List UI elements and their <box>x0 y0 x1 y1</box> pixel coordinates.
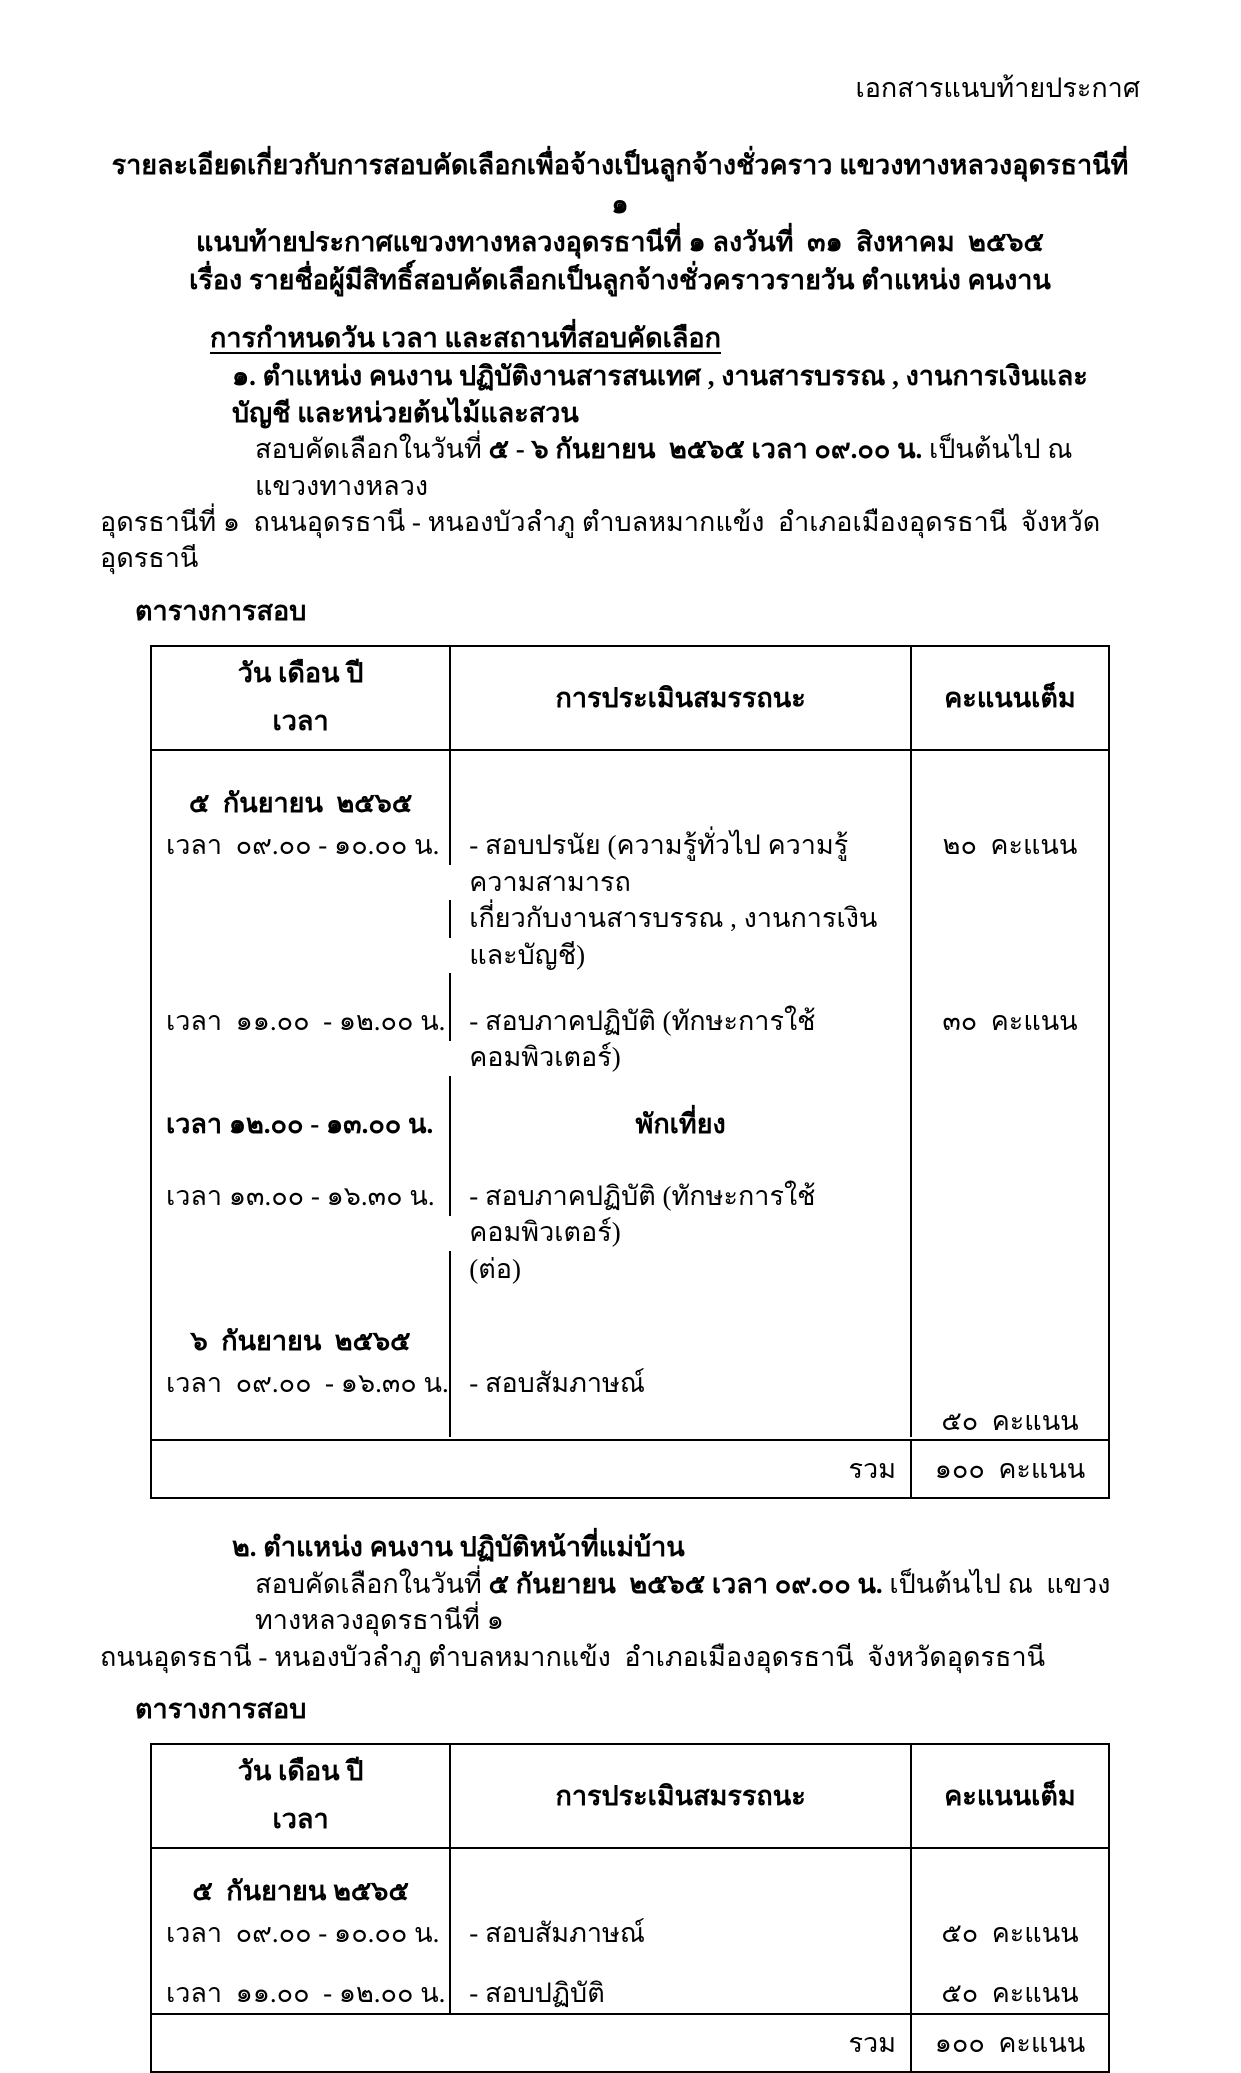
position2-detail-suffix: เป็นต้นไป ณ แขวงทางหลวงอุดรธานีที่ ๑ <box>255 1568 1111 1636</box>
cell-assessment <box>451 973 912 1003</box>
total-value: ๑๐๐ คะแนน <box>934 1453 1086 1484</box>
header-cell-maxscore: คะแนนเต็ม <box>944 683 1076 714</box>
table-row-lunch-break <box>152 1106 1108 1144</box>
cell-datetime: เวลา ๐๙.๐๐ - ๑๖.๓๐ น. <box>152 1365 451 1403</box>
cell-assessment <box>451 1873 912 1915</box>
table-row <box>152 1323 1108 1365</box>
cell-assessment: (ต่อ) <box>451 1251 912 1289</box>
cell-score <box>912 1289 1108 1323</box>
table1-header-row <box>152 647 1108 751</box>
cell-score <box>912 785 1108 827</box>
header-cell-assessment: การประเมินสมรรถนะ <box>451 647 912 749</box>
cell-assessment <box>451 785 912 827</box>
position1-heading: ๑. ตำแหน่ง คนงาน ปฏิบัติงานสารสนเทศ , งานสารบรรณ , งานการเงินและบัญชี และหน่วยต้นไม้และสวน <box>232 361 1088 428</box>
cell-datetime <box>152 1289 451 1323</box>
cell-score <box>912 1365 1108 1403</box>
cell-score: ๕๐ คะแนน <box>941 1978 1079 2009</box>
cell-datetime: เวลา ๑๓.๐๐ - ๑๖.๓๐ น. <box>152 1178 451 1216</box>
position2-detail-line1 <box>100 1566 1140 1639</box>
cell-assessment <box>451 1849 912 1873</box>
cell-datetime <box>152 1403 451 1437</box>
table2-body <box>152 1849 1108 2013</box>
header-datetime-line1: วัน เดือน ปี <box>237 1756 364 1787</box>
cell-assessment: - สอบสัมภาษณ์ <box>451 1365 912 1403</box>
exam-table-1 <box>150 645 1110 1499</box>
cell-assessment <box>451 1953 912 1975</box>
table-row <box>152 1873 1108 1915</box>
table-row <box>152 751 1108 785</box>
total-label: รวม <box>152 2015 912 2071</box>
cell-datetime <box>152 1849 451 1873</box>
cell-score <box>912 1106 1108 1144</box>
cell-score <box>912 900 1108 938</box>
cell-datetime <box>152 1953 451 1975</box>
cell-assessment <box>451 1076 912 1106</box>
position1-detail-prefix: สอบคัดเลือกในวันที่ <box>255 434 489 465</box>
cell-assessment: เกี่ยวกับงานสารบรรณ , งานการเงินและบัญชี) <box>451 900 912 973</box>
cell-score: ๓๐ คะแนน <box>942 1006 1078 1036</box>
title-line-2: แนบท้ายประกาศแขวงทางหลวงอุดรธานีที่ ๑ ลงวันที่ ๓๑ สิงหาคม ๒๕๖๕ <box>196 227 1044 258</box>
cell-assessment: พักเที่ยง <box>451 1106 912 1144</box>
cell-datetime: ๕ กันยายน ๒๕๖๕ <box>152 785 451 827</box>
table-row <box>152 900 1108 973</box>
table1-body <box>152 751 1108 1439</box>
cell-datetime <box>152 1144 451 1178</box>
table-row <box>152 1915 1108 1953</box>
table-row <box>152 1403 1108 1439</box>
table-row <box>152 1849 1108 1873</box>
cell-score <box>912 1178 1108 1216</box>
cell-score <box>912 751 1108 785</box>
table-row <box>152 1076 1108 1106</box>
header-cell-datetime <box>152 1745 451 1847</box>
cell-score <box>912 1849 1108 1873</box>
cell-datetime: เวลา ๐๙.๐๐ - ๑๐.๐๐ น. <box>152 827 451 865</box>
cell-score <box>912 1251 1108 1289</box>
total-value: ๑๐๐ คะแนน <box>934 2028 1086 2059</box>
table-label-2: ตารางการสอบ <box>135 1693 307 1724</box>
position2-heading: ๒. ตำแหน่ง คนงาน ปฏิบัติหน้าที่แม่บ้าน <box>232 1532 685 1563</box>
cell-assessment <box>451 1323 912 1365</box>
title-line-1: รายละเอียดเกี่ยวกับการสอบคัดเลือกเพื่อจ้างเป็นลูกจ้างชั่วคราว แขวงทางหลวงอุดรธานีที่ ๑ <box>111 150 1136 219</box>
cell-datetime: เวลา ๑๑.๐๐ - ๑๒.๐๐ น. <box>152 1003 451 1041</box>
header-cell-maxscore: คะแนนเต็ม <box>944 1781 1076 1812</box>
cell-score <box>912 1144 1108 1178</box>
cell-assessment: - สอบสัมภาษณ์ <box>451 1915 912 1953</box>
cell-datetime: เวลา ๑๑.๐๐ - ๑๒.๐๐ น. <box>152 1975 451 2013</box>
table-row <box>152 1251 1108 1289</box>
header-datetime-line2: เวลา <box>272 1803 329 1834</box>
table-row <box>152 785 1108 827</box>
position2-detail-date: ๕ กันยายน ๒๕๖๕ เวลา ๐๙.๐๐ น. <box>488 1568 883 1599</box>
title-block <box>100 146 1140 299</box>
table-row <box>152 1975 1108 2013</box>
cell-datetime <box>152 751 451 785</box>
cell-datetime <box>152 900 451 938</box>
cell-score: ๕๐ คะแนน <box>941 1405 1079 1436</box>
cell-score: ๕๐ คะแนน <box>941 1918 1079 1949</box>
cell-score <box>912 1076 1108 1106</box>
corner-note: เอกสารแนบท้ายประกาศ <box>855 73 1140 103</box>
table-row <box>152 1365 1108 1403</box>
cell-score <box>912 1953 1108 1975</box>
cell-assessment: - สอบปฏิบัติ <box>451 1975 912 2013</box>
table-row <box>152 1178 1108 1251</box>
header-cell-datetime <box>152 647 451 749</box>
table-row <box>152 1144 1108 1178</box>
cell-assessment <box>451 751 912 785</box>
cell-assessment: - สอบภาคปฏิบัติ (ทักษะการใช้คอมพิวเตอร์) <box>451 1178 912 1251</box>
table1-total-row <box>152 1439 1108 1497</box>
position2-detail-prefix: สอบคัดเลือกในวันที่ <box>255 1568 489 1599</box>
cell-datetime: ๕ กันยายน ๒๕๖๕ <box>152 1873 451 1915</box>
position1-detail-line1 <box>100 431 1140 504</box>
cell-datetime <box>152 973 451 1003</box>
table-row <box>152 1953 1108 1975</box>
table-row <box>152 1289 1108 1323</box>
header-cell-assessment: การประเมินสมรรถนะ <box>451 1745 912 1847</box>
cell-datetime: เวลา ๐๙.๐๐ - ๑๐.๐๐ น. <box>152 1915 451 1953</box>
cell-assessment: - สอบปรนัย (ความรู้ทั่วไป ความรู้ความสามารถ <box>451 827 912 900</box>
cell-assessment: - สอบภาคปฏิบัติ (ทักษะการใช้คอมพิวเตอร์) <box>451 1003 912 1076</box>
header-datetime-line1: วัน เดือน ปี <box>237 658 364 689</box>
position1-detail-date: ๕ - ๖ กันยายน ๒๕๖๕ เวลา ๐๙.๐๐ น. <box>488 434 923 465</box>
cell-datetime <box>152 1076 451 1106</box>
position1-detail-line2: อุดรธานีที่ ๑ ถนนอุดรธานี - หนองบัวลำภู ตำบลหมากแข้ง อำเภอเมืองอุดรธานี จังหวัดอุดรธานี <box>100 506 1101 574</box>
header-datetime-line2: เวลา <box>272 705 329 736</box>
cell-score <box>912 973 1108 1003</box>
exam-table-2 <box>150 1743 1110 2073</box>
section-heading: การกำหนดวัน เวลา และสถานที่สอบคัดเลือก <box>210 322 721 353</box>
cell-datetime: เวลา ๑๒.๐๐ - ๑๓.๐๐ น. <box>152 1106 451 1144</box>
table2-header-row <box>152 1745 1108 1849</box>
cell-assessment <box>451 1144 912 1178</box>
cell-datetime: ๖ กันยายน ๒๕๖๕ <box>152 1323 451 1365</box>
position1-detail-suffix: เป็นต้นไป ณ แขวงทางหลวง <box>255 434 1086 501</box>
cell-datetime <box>152 1251 451 1289</box>
cell-score <box>912 1323 1108 1365</box>
title-line-3: เรื่อง รายชื่อผู้มีสิทธิ์สอบคัดเลือกเป็นลูกจ้างชั่วคราวรายวัน ตำแหน่ง คนงาน <box>189 265 1051 296</box>
table-row <box>152 827 1108 900</box>
position2-detail-line2: ถนนอุดรธานี - หนองบัวลำภู ตำบลหมากแข้ง อำเภอเมืองอุดรธานี จังหวัดอุดรธานี <box>100 1641 1046 1672</box>
table-row <box>152 973 1108 1003</box>
total-label: รวม <box>152 1441 912 1497</box>
cell-assessment <box>451 1403 912 1437</box>
table2-total-row <box>152 2013 1108 2071</box>
table-row <box>152 1003 1108 1076</box>
cell-assessment <box>451 1289 912 1323</box>
table-label-1: ตารางการสอบ <box>135 595 307 626</box>
cell-score: ๒๐ คะแนน <box>942 830 1078 861</box>
cell-score <box>912 1873 1108 1915</box>
